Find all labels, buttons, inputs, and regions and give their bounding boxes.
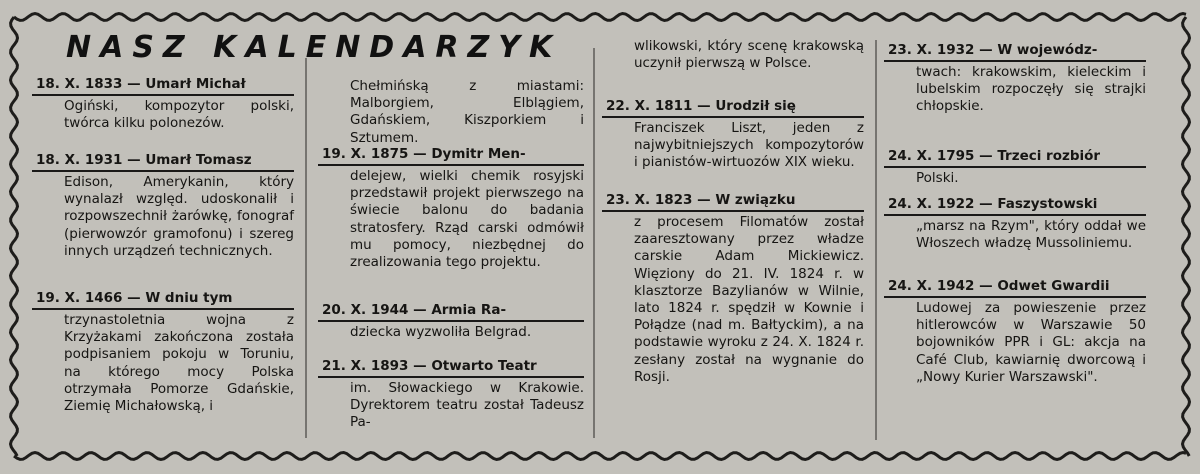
calendar-title: NASZ KALENDARZYK [66,30,562,65]
calendar-entry [32,150,294,260]
entry-text: wlikowski, który scenę krakowską uczynił pierwszą w Polsce. [634,38,864,72]
entry-date-heading: 23. X. 1823 — W związku [602,190,864,212]
calendar-entry [318,300,584,341]
entry-text: trzynastoletnia wojna z Krzyżakami zakończona została podpisaniem pokoju w Toruniu, na którego mocy Polska otrzymała Pomorze Gdańskie, Ziemię Michałowską, i [64,312,294,415]
entry-text: dziecka wyzwoliła Belgrad. [350,324,532,340]
entry-date-heading: 24. X. 1795 — Trzeci rozbiór [884,146,1146,168]
entry-date-heading: 24. X. 1942 — Odwet Gwardii [884,276,1146,298]
calendar-entry [884,194,1146,252]
entry-text: Franciszek Liszt, jeden z najwybitniejszych kompozytorów i pianistów-wirtuozów XIX wieku. [634,120,864,171]
entry-text: z procesem Filomatów został zaaresztowany przez władze carskie Adam Mickiewicz. Więziony do 21. IV. 1824 r. w klasztorze Bazylianów w Wilnie, lato 1824 r. spędził w Kownie i Połądze (nad m. Bałtyckim), a na podstawie wyroku z 24. X. 1824 r. zesłany został na wygnanie do Rosji. [634,214,864,385]
calendar-entry [884,276,1146,386]
entry-date-heading: 19. X. 1875 — Dymitr Men- [318,144,584,166]
entry-text: im. Słowackiego w Krakowie. Dyrektorem teatru został Tadeusz Pa- [350,380,584,431]
entry-text: Chełmińską z miastami: Malborgiem, Elblągiem, Gdańskiem, Kiszporkiem i Sztumem. [350,78,584,146]
entry-date-heading: 24. X. 1922 — Faszystowski [884,194,1146,216]
entry-date-heading: 23. X. 1932 — W wojewódz- [884,40,1146,62]
entry-text: twach: krakowskim, kieleckim i lubelskim rozpoczęły się strajki chłopskie. [916,64,1146,115]
calendar-entry [318,144,584,271]
calendar-entry [884,146,1146,187]
entry-date-heading: 22. X. 1811 — Urodził się [602,96,864,118]
entry-date-heading: 20. X. 1944 — Armia Ra- [318,300,584,322]
calendar-entry [32,288,294,415]
entry-date-heading: 18. X. 1833 — Umarł Michał [32,74,294,96]
entry-text: Edison, Amerykanin, który wynalazł względ. udoskonalił i rozpowszechnił żarówkę, fonograf (pierwowzór gramofonu) i szereg innych urządzeń technicznych. [64,174,294,259]
calendar-entry [602,96,864,172]
calendar-entry [602,190,864,386]
calendar-entry [32,74,294,132]
entry-text: Ogiński, kompozytor polski, twórca kilku polonezów. [64,98,294,132]
entry-date-heading: 21. X. 1893 — Otwarto Teatr [318,356,584,378]
entry-date-heading: 19. X. 1466 — W dniu tym [32,288,294,310]
entry-text: Ludowej za powieszenie przez hitlerowców w Warszawie 50 bojowników PPR i GL: akcja na Café Club, kawiarnię dworcową i „Nowy Kurier Warszawski". [916,300,1146,385]
calendar-entry [318,78,584,147]
calendar-entry [602,38,864,72]
calendar-entry [318,356,584,432]
entry-text: Polski. [916,170,959,186]
entry-text: „marsz na Rzym", który oddał we Włoszech władzę Mussoliniemu. [916,218,1146,252]
entry-date-heading: 18. X. 1931 — Umarł Tomasz [32,150,294,172]
calendar-entry [884,40,1146,116]
entry-text: delejew, wielki chemik rosyjski przedstawił projekt pierwszego na świecie balonu do badania stratosfery. Rząd carski odmówił mu pomocy, niezbędnej do zrealizowania tego projektu. [350,168,584,271]
